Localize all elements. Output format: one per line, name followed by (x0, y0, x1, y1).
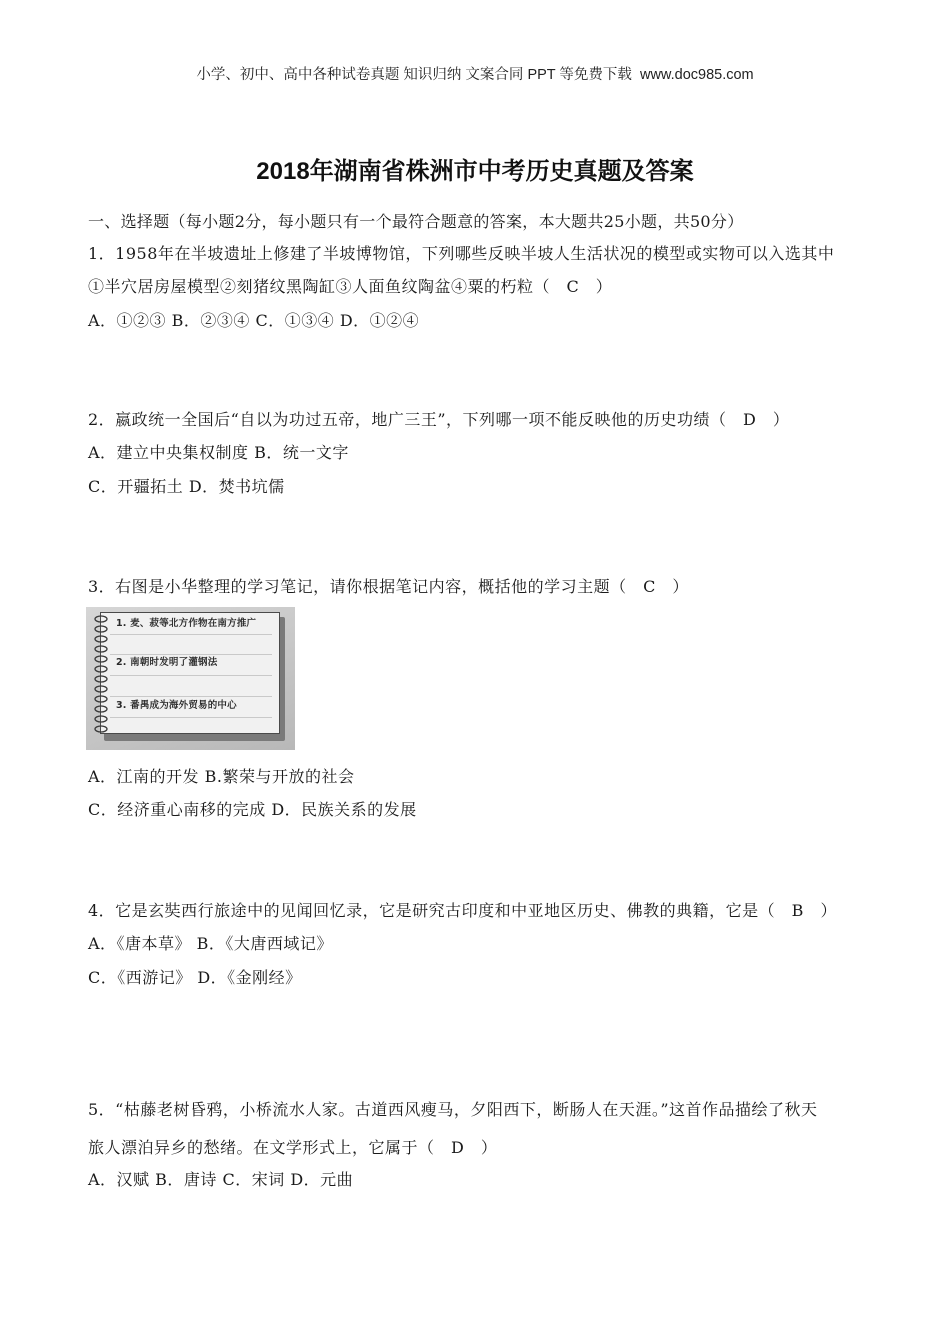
note-line-3: 3. 番禺成为海外贸易的中心 (116, 700, 237, 711)
notebook-rule (110, 675, 272, 676)
question-4-options-ab: A．《唐本草》 B．《大唐西域记》 (88, 934, 333, 953)
question-5-options: A．汉赋 B．唐诗 C．宋词 D．元曲 (88, 1170, 354, 1189)
spiral-binding-icon (90, 613, 112, 737)
question-2-options-cd: C．开疆拓土 D．焚书坑儒 (88, 477, 285, 496)
question-3-stem: 3．右图是小华整理的学习笔记，请你根据笔记内容，概括他的学习主题（ C ） (88, 577, 689, 596)
notebook-rule (110, 654, 272, 655)
notebook-rule (110, 634, 272, 635)
question-1-stem-cont: ①半穴居房屋模型②刻猪纹黑陶缸③人面鱼纹陶盆④粟的朽粒（ C ） (88, 277, 613, 296)
question-5-stem-cont: 旅人漂泊异乡的愁绪。在文学形式上，它属于（ D ） (88, 1138, 498, 1157)
question-4-options-cd: C．《西游记》 D．《金刚经》 (88, 968, 302, 987)
question-1-stem: 1．1958年在半坡遗址上修建了半坡博物馆，下列哪些反映半坡人生活状况的模型或实物可以入选其中 (88, 244, 835, 263)
question-4-stem: 4．它是玄奘西行旅途中的见闻回忆录，它是研究古印度和中亚地区历史、佛教的典籍，它是（ B ） (88, 901, 837, 920)
page-title: 2018年湖南省株洲市中考历史真题及答案 (256, 158, 694, 185)
question-5-stem: 5．“枯藤老树昏鸦，小桥流水人家。古道西风瘦马，夕阳西下，断肠人在天涯。”这首作品描绘了秋天 (88, 1100, 818, 1119)
study-notes-figure (86, 607, 295, 750)
notebook-page (100, 612, 280, 734)
notebook-rule (110, 696, 272, 697)
question-1-options: A．①②③ B．②③④ C．①③④ D．①②④ (88, 311, 420, 330)
question-2-stem: 2．嬴政统一全国后“自以为功过五帝，地广三王”，下列哪一项不能反映他的历史功绩（ D ） (88, 410, 790, 429)
question-3-options-ab: A．江南的开发 B.繁荣与开放的社会 (88, 767, 355, 786)
note-line-1: 1. 麦、菽等北方作物在南方推广 (116, 618, 257, 629)
section-heading: 一、选择题（每小题2分，每小题只有一个最符合题意的答案，本大题共25小题，共50分） (88, 212, 744, 231)
question-3-options-cd: C．经济重心南移的完成 D．民族关系的发展 (88, 800, 417, 819)
question-2-options-ab: A．建立中央集权制度 B．统一文字 (88, 443, 349, 462)
notebook-rule (110, 717, 272, 718)
site-banner: 小学、初中、高中各种试卷真题 知识归纳 文案合同 PPT 等免费下载 www.doc985.com (196, 67, 754, 83)
note-line-2: 2. 南朝时发明了灌钢法 (116, 657, 218, 668)
